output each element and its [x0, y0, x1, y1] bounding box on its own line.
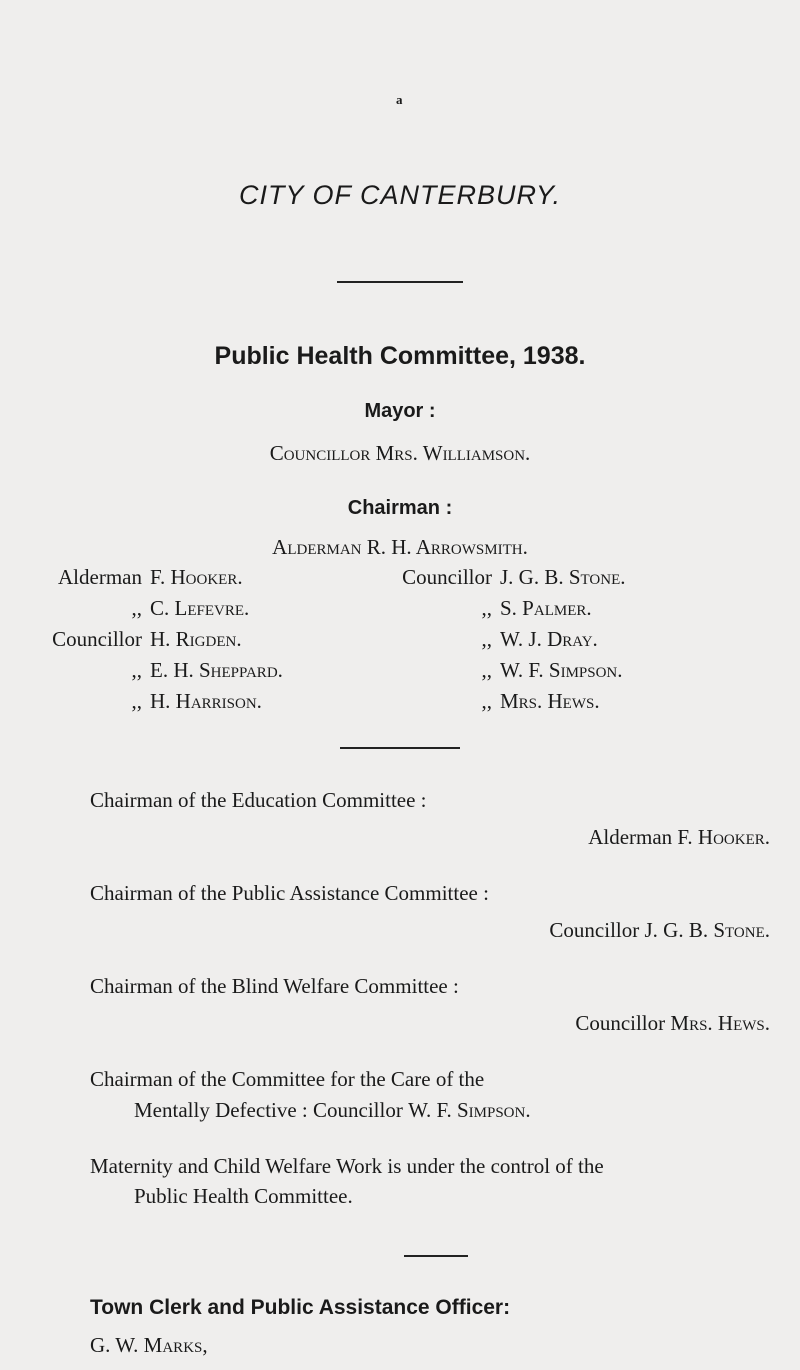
member-prefix: ,,	[481, 627, 492, 651]
page-mark: a	[396, 92, 403, 107]
member-prefix: ,,	[131, 596, 142, 620]
member-prefix: Alderman	[58, 565, 142, 589]
town-clerk-heading: Town Clerk and Public Assistance Officer:	[90, 1296, 511, 1319]
member-prefix: Councillor	[52, 627, 142, 651]
chairman-name: Alderman R. H. Arrowsmith.	[272, 535, 528, 559]
chairman-role-label: Chairman of the Public Assistance Committee :	[90, 881, 489, 905]
chairman-heading: Chairman :	[347, 497, 453, 519]
member-name: H. Rigden.	[150, 627, 242, 651]
town-clerk-name: G. W. Marks,	[90, 1333, 208, 1357]
mayor-name: Councillor Mrs. Williamson.	[269, 441, 531, 465]
member-prefix: ,,	[481, 658, 492, 682]
divider-bottom	[404, 1255, 468, 1257]
member-name: S. Palmer.	[500, 596, 592, 620]
member-name: C. Lefevre.	[150, 596, 250, 620]
member-prefix: ,,	[131, 658, 142, 682]
member-name: W. J. Dray.	[500, 627, 598, 651]
member-name: J. G. B. Stone.	[500, 565, 626, 589]
maternity-line1: Maternity and Child Welfare Work is under the control of the	[90, 1154, 604, 1178]
mental-defective-line2: Mentally Defective : Councillor W. F. Simpson.	[134, 1098, 531, 1122]
member-name: F. Hooker.	[150, 565, 243, 589]
chairman-role-holder: Councillor J. G. B. Stone.	[549, 918, 770, 942]
member-prefix: Councillor	[402, 565, 492, 589]
member-name: Mrs. Hews.	[500, 689, 600, 713]
chairman-role-label: Chairman of the Education Committee :	[90, 788, 427, 812]
city-title: CITY OF CANTERBURY.	[238, 180, 562, 210]
member-prefix: ,,	[481, 689, 492, 713]
mental-defective-line1: Chairman of the Committee for the Care of the	[90, 1067, 485, 1091]
member-name: E. H. Sheppard.	[150, 658, 283, 682]
member-prefix: ,,	[481, 596, 492, 620]
chairman-role-holder: Alderman F. Hooker.	[588, 825, 770, 849]
member-name: H. Harrison.	[150, 689, 262, 713]
member-name: W. F. Simpson.	[500, 658, 623, 682]
maternity-line2: Public Health Committee.	[134, 1184, 353, 1208]
mayor-heading: Mayor :	[364, 400, 436, 422]
committee-title: Public Health Committee, 1938.	[214, 342, 586, 370]
chairman-role-label: Chairman of the Blind Welfare Committee :	[90, 974, 459, 998]
divider-top	[337, 281, 463, 283]
chairman-role-holder: Councillor Mrs. Hews.	[575, 1011, 770, 1035]
member-prefix: ,,	[131, 689, 142, 713]
divider-middle	[340, 747, 460, 749]
